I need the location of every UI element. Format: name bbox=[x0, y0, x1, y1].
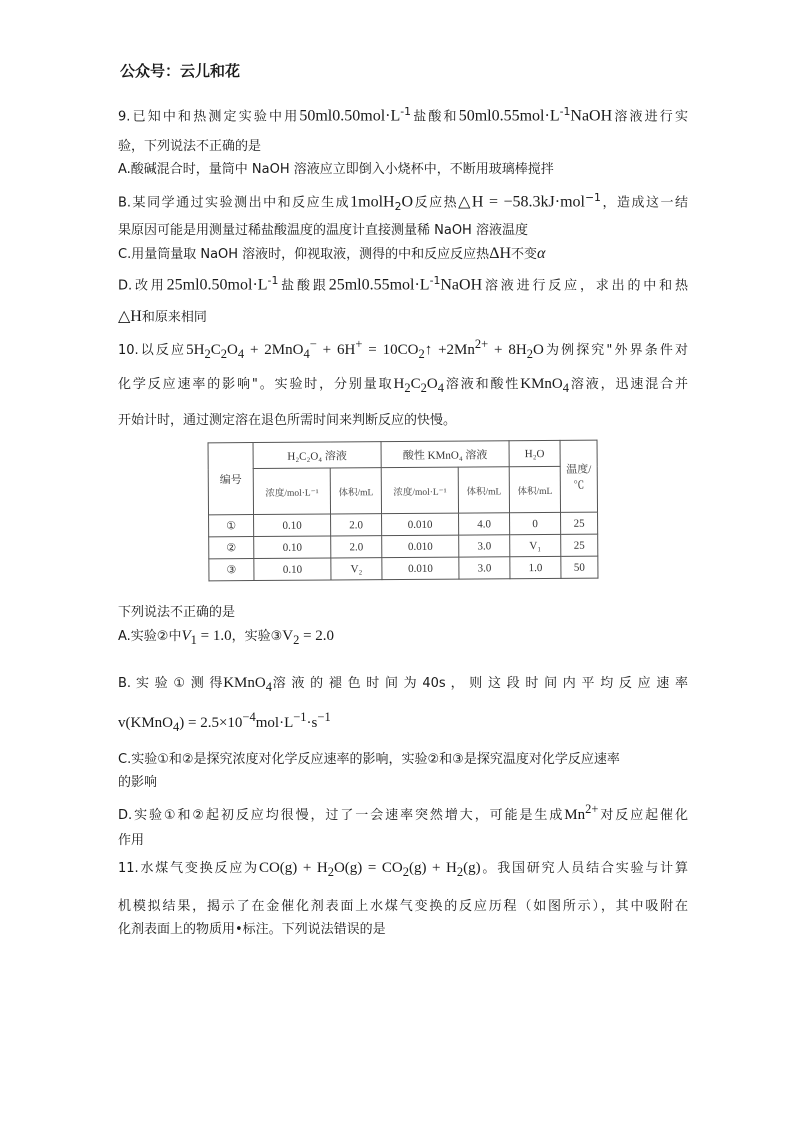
q9-option-b-cont: 果原因可能是用测量过稀盐酸温度的温度计直接测量稀 NaOH 溶液温度 bbox=[118, 223, 528, 238]
q9-option-c: C.用量筒量取 NaOH 溶液时，仰视取液，测得的中和反应反应热ΔH不变α bbox=[118, 245, 546, 262]
q10-line3: 开始计时，通过测定溶在退色所需时间来判断反应的快慢。 bbox=[118, 413, 457, 428]
th-group3: H₂O bbox=[509, 440, 560, 466]
q9-line1: 9.已知中和热测定实验中用$50ml0.50mol\cdot L^{-1}$盐酸和$50ml0.55mol\cdot L^{-1}NaOH$溶液进行实 bbox=[118, 105, 688, 125]
q9-option-d-cont: △H和原来相同 bbox=[118, 308, 207, 325]
q10-option-a: A.实验②中$V_1 = 1.0$，实验$③V_2 = 2.0$ bbox=[118, 628, 335, 647]
q9-line2: 验，下列说法不正确的是 bbox=[118, 139, 262, 154]
table-row: ② 0.10 2.0 0.010 3.0 V₁ 25 bbox=[209, 534, 598, 559]
th-vol-2: 体积/mL bbox=[458, 467, 509, 513]
th-group2: 酸性 KMnO₄ 溶液 bbox=[381, 441, 509, 468]
experiment-table bbox=[208, 440, 599, 582]
q10-stem: 下列说法不正确的是 bbox=[118, 605, 236, 620]
page-header: 公众号：云儿和花 bbox=[120, 62, 241, 80]
q10-option-b-formula: v(KMnO$_4$) = $2.5\times 10^{-4}mol\cdot L^{-1}\cdot s^{-1}$ bbox=[118, 710, 331, 734]
th-group1: H₂C₂O₄ 溶液 bbox=[253, 442, 381, 469]
q10-line1: 10.以反应$5H_2C_2O_4 + 2MnO_4^- + 6H^+$ = $10CO_2↑ +2Mn^{2+} + 8H_2O$为例探究"外界条件对 bbox=[118, 337, 689, 361]
table-row: ① 0.10 2.0 0.010 4.0 0 25 bbox=[209, 512, 598, 537]
th-id: 编号 bbox=[208, 443, 254, 515]
q9-option-a: A.酸碱混合时，量筒中 NaOH 溶液应立即倒入小烧杯中，不断用玻璃棒搅拌 bbox=[118, 162, 554, 177]
th-vol-3: 体积/mL bbox=[509, 466, 560, 512]
th-vol-1: 体积/mL bbox=[330, 468, 381, 514]
th-temp: 温度/℃ bbox=[560, 440, 598, 512]
q9-option-d: D.改用$25ml0.50mol\cdot L^{-1}$盐酸跟$25ml0.55mol\cdot L^{-1}NaOH$溶液进行反应，求出的中和热 bbox=[118, 274, 688, 294]
q10-option-c: C.实验①和②是探究浓度对化学反应速率的影响，实验②和③是探究温度对化学反应速率 bbox=[118, 752, 620, 767]
q11-line1: 11.水煤气变换反应为$CO(g) + H_2O(g) = CO_2(g) + H_2(g)$。我国研究人员结合实验与计算 bbox=[118, 860, 688, 879]
table-row: ③ 0.10 V₂ 0.010 3.0 1.0 50 bbox=[209, 556, 598, 581]
q10-option-c-cont: 的影响 bbox=[118, 775, 158, 790]
q10-line2: 化学反应速率的影响"。实验时，分别量取$H_2C_2O_4$溶液和酸性KMnO$_4$溶液，迅速混合并 bbox=[118, 376, 688, 395]
th-conc-1: 浓度/mol·L⁻¹ bbox=[253, 468, 330, 515]
q9-option-b: B.某同学通过实验测出中和反应生成1molH$_2$O反应热△H = −58.3kJ·mol$^{-1}$，造成这一结 bbox=[118, 191, 688, 213]
q10-option-d-cont: 作用 bbox=[118, 833, 145, 848]
q11-line2: 机模拟结果，揭示了在金催化剂表面上水煤气变换的反应历程（如图所示），其中吸附在 bbox=[118, 899, 688, 914]
th-conc-2: 浓度/mol·L⁻¹ bbox=[381, 467, 458, 514]
q10-option-b: B. 实 验 ① 测 得KMnO$_4$溶 液 的 褪 色 时 间 为 40s ， 则 这 段 时 间 内 平 均 反 应 速 率 bbox=[118, 675, 688, 694]
q11-line3: 化剂表面上的物质用•标注。下列说法错误的是 bbox=[118, 922, 386, 937]
q10-reaction-equation: $5H_2C_2O_4 + 2MnO_4^- + 6H^+$ = $10CO_2↑ +2Mn^{2+} + 8H_2O$ bbox=[186, 337, 544, 361]
q10-option-d: D.实验①和②起初反应均很慢，过了一会速率突然增大，可能是生成$Mn^{2+}$对反应起催化 bbox=[118, 802, 688, 823]
